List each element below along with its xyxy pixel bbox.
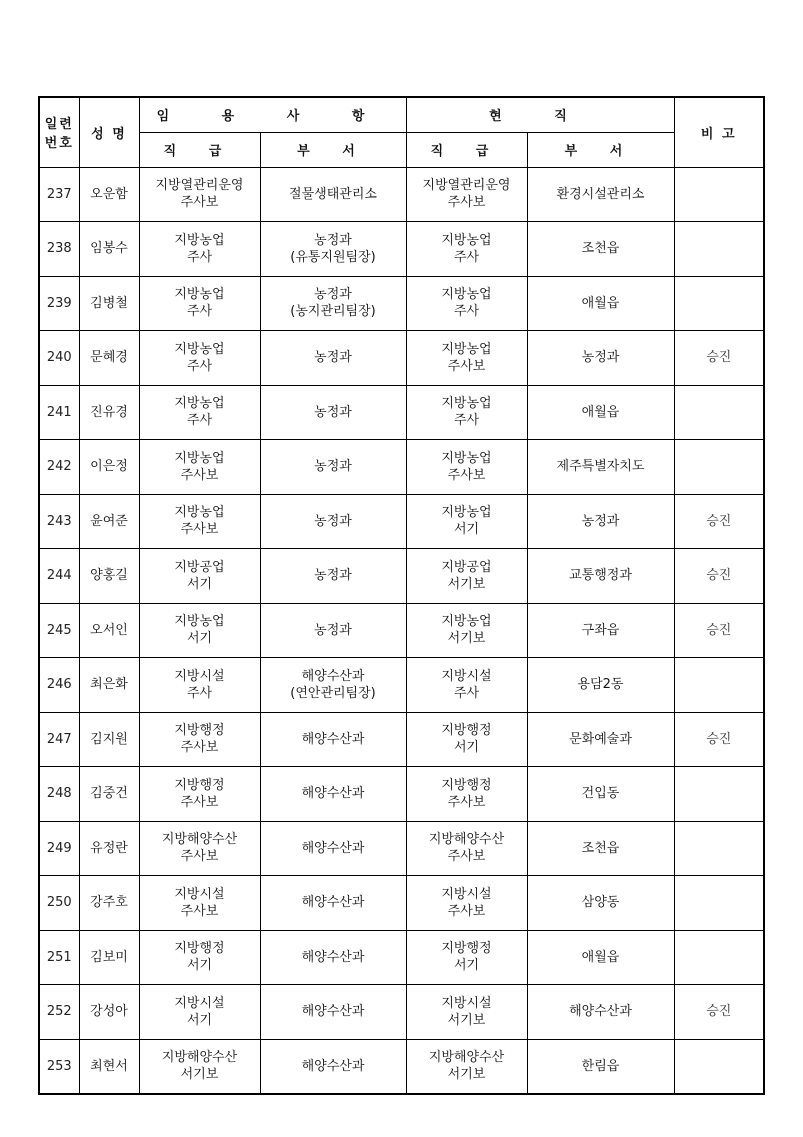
serial-number: 240 — [39, 331, 79, 386]
note-cell: 승진 — [674, 985, 764, 1040]
appointment-grade-line: 주사보 — [180, 195, 219, 211]
current-dept: 한림읍 — [527, 1039, 674, 1094]
appointment-grade — [139, 276, 260, 331]
current-grade-line: 주사보 — [447, 467, 486, 483]
person-name: 임봉수 — [79, 222, 139, 277]
appointment-grade — [139, 494, 260, 549]
current-grade — [406, 930, 527, 985]
person-name: 오서인 — [79, 603, 139, 658]
appointment-grade-line: 서기 — [186, 1012, 213, 1028]
current-dept: 구좌읍 — [527, 603, 674, 658]
current-dept: 조천읍 — [527, 821, 674, 876]
appointment-grade-line: 지방농업 — [174, 396, 225, 412]
appointment-grade — [139, 440, 260, 495]
current-grade-line: 지방농업 — [441, 232, 492, 248]
table-body — [39, 167, 764, 1094]
appointment-dept-line: (농지관리팀장) — [290, 304, 376, 320]
appointment-dept-line: 농정과 — [314, 404, 352, 420]
appointment-grade-line: 지방시설 — [174, 886, 225, 902]
appointment-dept — [260, 494, 406, 549]
current-grade-line: 주사 — [453, 413, 480, 429]
current-grade — [406, 167, 527, 222]
serial-number: 248 — [39, 767, 79, 822]
current-dept: 환경시설관리소 — [527, 167, 674, 222]
table-row — [39, 985, 764, 1040]
appointment-dept-line: 해양수산과 — [301, 1058, 365, 1074]
appointment-grade — [139, 1039, 260, 1094]
current-grade-line: 지방행정 — [441, 777, 492, 793]
current-grade — [406, 1039, 527, 1094]
appointment-grade-line: 지방행정 — [174, 723, 225, 739]
name-header: 성 명 — [79, 97, 139, 167]
serial-number: 238 — [39, 222, 79, 277]
current-dept: 건입동 — [527, 767, 674, 822]
table-row — [39, 712, 764, 767]
serial-number: 247 — [39, 712, 79, 767]
appointment-dept-line: 해양수산과 — [301, 1004, 365, 1020]
appointment-header: 임 용 사 항 — [139, 97, 406, 132]
current-grade-line: 지방농업 — [441, 341, 492, 357]
appointment-grade — [139, 385, 260, 440]
current-grade — [406, 549, 527, 604]
serial-number: 245 — [39, 603, 79, 658]
person-name: 최은화 — [79, 658, 139, 713]
table-row — [39, 494, 764, 549]
note-cell — [674, 440, 764, 495]
current-grade-line: 지방공업 — [441, 559, 492, 575]
serial-number: 251 — [39, 930, 79, 985]
current-grade-line: 주사보 — [447, 849, 486, 865]
appointment-grade-line: 주사 — [186, 249, 213, 265]
appointment-dept-line: 해양수산과 — [301, 786, 365, 802]
serial-number: 246 — [39, 658, 79, 713]
appointment-dept — [260, 876, 406, 931]
appointment-grade-line: 지방해양수산 — [161, 1050, 238, 1066]
table-row — [39, 222, 764, 277]
appointment-grade-line: 주사보 — [180, 740, 219, 756]
person-name: 김보미 — [79, 930, 139, 985]
appointment-dept-line: 농정과 — [314, 232, 352, 248]
table-row — [39, 549, 764, 604]
current-grade — [406, 712, 527, 767]
appointment-dept — [260, 440, 406, 495]
serial-number: 244 — [39, 549, 79, 604]
person-name: 최현서 — [79, 1039, 139, 1094]
current-grade-line: 지방시설 — [441, 995, 492, 1011]
current-grade-line: 지방농업 — [441, 505, 492, 521]
current-grade-line: 서기 — [453, 740, 480, 756]
appointment-dept — [260, 712, 406, 767]
appointment-dept-line: 해양수산과 — [301, 895, 365, 911]
current-header: 현 직 — [406, 97, 674, 132]
current-grade-line: 지방해양수산 — [428, 832, 505, 848]
appointment-grade — [139, 767, 260, 822]
note-cell: 승진 — [674, 603, 764, 658]
current-dept: 애월읍 — [527, 930, 674, 985]
current-grade — [406, 985, 527, 1040]
table-row — [39, 767, 764, 822]
appointment-grade — [139, 821, 260, 876]
appointment-grade-line: 주사 — [186, 413, 213, 429]
table-row — [39, 658, 764, 713]
appointment-grade — [139, 930, 260, 985]
person-name: 문혜경 — [79, 331, 139, 386]
appointment-dept — [260, 222, 406, 277]
current-grade-line: 주사보 — [447, 903, 486, 919]
serial-header-line2: 번호 — [44, 136, 74, 152]
appointment-grade-line: 지방행정 — [174, 777, 225, 793]
current-grade-line: 서기보 — [447, 631, 486, 647]
serial-header-line1: 일련 — [44, 117, 74, 133]
appointment-grade-line: 서기보 — [180, 1067, 219, 1083]
table-row — [39, 876, 764, 931]
note-cell — [674, 658, 764, 713]
appointment-grade-line: 지방농업 — [174, 287, 225, 303]
current-dept: 농정과 — [527, 494, 674, 549]
appointment-dept-line: (연안관리팀장) — [290, 685, 376, 701]
appointment-grade-line: 주사보 — [180, 903, 219, 919]
current-grade — [406, 658, 527, 713]
serial-header — [39, 97, 79, 167]
appointment-dept-line: 해양수산과 — [301, 668, 365, 684]
note-header: 비 고 — [674, 97, 764, 167]
serial-number: 242 — [39, 440, 79, 495]
person-name: 양홍길 — [79, 549, 139, 604]
appointment-grade-line: 서기 — [186, 576, 213, 592]
table-row — [39, 603, 764, 658]
serial-number: 241 — [39, 385, 79, 440]
note-cell — [674, 876, 764, 931]
appointment-dept-header: 부 서 — [260, 132, 406, 167]
current-grade-line: 지방시설 — [441, 886, 492, 902]
appointment-grade-line: 지방시설 — [174, 668, 225, 684]
appointment-dept — [260, 767, 406, 822]
appointment-grade — [139, 603, 260, 658]
appointment-dept-line: (유통지원팀장) — [290, 249, 376, 265]
appointment-grade — [139, 712, 260, 767]
appointment-grade-line: 지방농업 — [174, 614, 225, 630]
person-name: 유정란 — [79, 821, 139, 876]
person-name: 강성아 — [79, 985, 139, 1040]
appointment-dept — [260, 658, 406, 713]
person-name: 윤여준 — [79, 494, 139, 549]
note-cell — [674, 385, 764, 440]
note-cell: 승진 — [674, 712, 764, 767]
appointment-grade-header: 직 급 — [139, 132, 260, 167]
serial-number: 237 — [39, 167, 79, 222]
note-cell — [674, 930, 764, 985]
table-row — [39, 930, 764, 985]
table-row — [39, 440, 764, 495]
current-grade-line: 주사 — [453, 685, 480, 701]
table-row — [39, 385, 764, 440]
current-dept: 교통행정과 — [527, 549, 674, 604]
person-name: 김병철 — [79, 276, 139, 331]
current-grade — [406, 276, 527, 331]
appointment-grade-line: 지방행정 — [174, 941, 225, 957]
current-dept: 애월읍 — [527, 276, 674, 331]
appointment-grade-line: 지방농업 — [174, 341, 225, 357]
appointment-dept-line: 농정과 — [314, 622, 352, 638]
appointment-grade — [139, 549, 260, 604]
appointment-grade-line: 지방농업 — [174, 232, 225, 248]
current-grade — [406, 767, 527, 822]
appointment-grade-line: 지방농업 — [174, 505, 225, 521]
appointment-dept-line: 농정과 — [314, 568, 352, 584]
appointment-grade — [139, 876, 260, 931]
current-dept: 용담2동 — [527, 658, 674, 713]
table-row — [39, 167, 764, 222]
current-grade-line: 지방행정 — [441, 723, 492, 739]
note-cell — [674, 767, 764, 822]
appointment-dept — [260, 276, 406, 331]
current-grade — [406, 222, 527, 277]
current-grade-line: 지방농업 — [441, 287, 492, 303]
current-grade-line: 서기보 — [447, 1067, 486, 1083]
appointment-dept-line: 해양수산과 — [301, 731, 365, 747]
current-grade — [406, 331, 527, 386]
serial-number: 253 — [39, 1039, 79, 1094]
appointment-dept — [260, 385, 406, 440]
appointment-grade — [139, 985, 260, 1040]
appointment-grade-line: 지방열관리운영 — [155, 178, 244, 194]
current-grade-line: 지방농업 — [441, 614, 492, 630]
appointment-grade-line: 지방농업 — [174, 450, 225, 466]
appointment-grade-line: 주사보 — [180, 467, 219, 483]
current-dept: 문화예술과 — [527, 712, 674, 767]
appointment-grade-line: 주사보 — [180, 794, 219, 810]
person-name: 강주호 — [79, 876, 139, 931]
current-dept: 농정과 — [527, 331, 674, 386]
current-grade-line: 서기 — [453, 958, 480, 974]
current-grade-line: 지방농업 — [441, 450, 492, 466]
current-grade-header: 직 급 — [406, 132, 527, 167]
note-cell — [674, 276, 764, 331]
note-cell: 승진 — [674, 331, 764, 386]
note-cell — [674, 821, 764, 876]
note-cell — [674, 222, 764, 277]
note-cell: 승진 — [674, 494, 764, 549]
current-grade — [406, 876, 527, 931]
table-row — [39, 821, 764, 876]
serial-number: 239 — [39, 276, 79, 331]
note-cell: 승진 — [674, 549, 764, 604]
current-grade-line: 주사보 — [447, 195, 486, 211]
current-grade-line: 주사 — [453, 304, 480, 320]
note-cell — [674, 1039, 764, 1094]
current-grade — [406, 494, 527, 549]
current-grade-line: 지방농업 — [441, 396, 492, 412]
current-grade-line: 주사보 — [447, 358, 486, 374]
appointment-grade-line: 주사 — [186, 358, 213, 374]
person-name: 이은정 — [79, 440, 139, 495]
appointment-dept-line: 해양수산과 — [301, 840, 365, 856]
appointment-grade — [139, 658, 260, 713]
appointment-grade-line: 서기 — [186, 631, 213, 647]
current-dept: 애월읍 — [527, 385, 674, 440]
table-row — [39, 1039, 764, 1094]
current-grade-line: 지방열관리운영 — [422, 178, 511, 194]
appointment-dept — [260, 821, 406, 876]
current-grade-line: 서기보 — [447, 576, 486, 592]
current-grade — [406, 821, 527, 876]
current-grade-line: 주사 — [453, 249, 480, 265]
current-grade — [406, 440, 527, 495]
appointment-grade-line: 서기 — [186, 958, 213, 974]
appointment-dept-line: 해양수산과 — [301, 949, 365, 965]
person-name: 오운함 — [79, 167, 139, 222]
appointment-dept — [260, 167, 406, 222]
appointment-grade-line: 주사 — [186, 685, 213, 701]
current-dept: 해양수산과 — [527, 985, 674, 1040]
person-name: 진유경 — [79, 385, 139, 440]
serial-number: 252 — [39, 985, 79, 1040]
appointment-dept-line: 농정과 — [314, 350, 352, 366]
current-grade-line: 서기보 — [447, 1012, 486, 1028]
appointment-dept-line: 농정과 — [314, 513, 352, 529]
current-grade-line: 주사보 — [447, 794, 486, 810]
appointment-dept — [260, 985, 406, 1040]
current-grade-line: 서기 — [453, 522, 480, 538]
appointment-dept-line: 농정과 — [314, 287, 352, 303]
person-name: 김중건 — [79, 767, 139, 822]
appointment-dept — [260, 1039, 406, 1094]
appointment-grade-line: 지방시설 — [174, 995, 225, 1011]
appointment-grade — [139, 222, 260, 277]
table-row — [39, 331, 764, 386]
current-grade — [406, 603, 527, 658]
current-grade-line: 지방해양수산 — [428, 1050, 505, 1066]
appointment-dept — [260, 603, 406, 658]
current-dept: 조천읍 — [527, 222, 674, 277]
current-dept: 제주특별자치도 — [527, 440, 674, 495]
appointment-dept — [260, 930, 406, 985]
current-dept: 삼양동 — [527, 876, 674, 931]
person-name: 김지원 — [79, 712, 139, 767]
appointment-grade-line: 지방공업 — [174, 559, 225, 575]
appointment-grade-line: 주사보 — [180, 522, 219, 538]
appointment-dept-line: 절물생태관리소 — [289, 186, 377, 202]
serial-number: 250 — [39, 876, 79, 931]
appointment-grade-line: 주사 — [186, 304, 213, 320]
appointment-grade — [139, 167, 260, 222]
current-grade — [406, 385, 527, 440]
current-grade-line: 지방시설 — [441, 668, 492, 684]
appointment-dept — [260, 331, 406, 386]
appointment-grade-line: 지방해양수산 — [161, 832, 238, 848]
table-row — [39, 276, 764, 331]
note-cell — [674, 167, 764, 222]
serial-number: 243 — [39, 494, 79, 549]
appointment-dept-line: 농정과 — [314, 459, 352, 475]
current-dept-header: 부 서 — [527, 132, 674, 167]
appointment-table — [38, 96, 765, 1095]
appointment-grade-line: 주사보 — [180, 849, 219, 865]
current-grade-line: 지방행정 — [441, 941, 492, 957]
appointment-dept — [260, 549, 406, 604]
appointment-grade — [139, 331, 260, 386]
serial-number: 249 — [39, 821, 79, 876]
